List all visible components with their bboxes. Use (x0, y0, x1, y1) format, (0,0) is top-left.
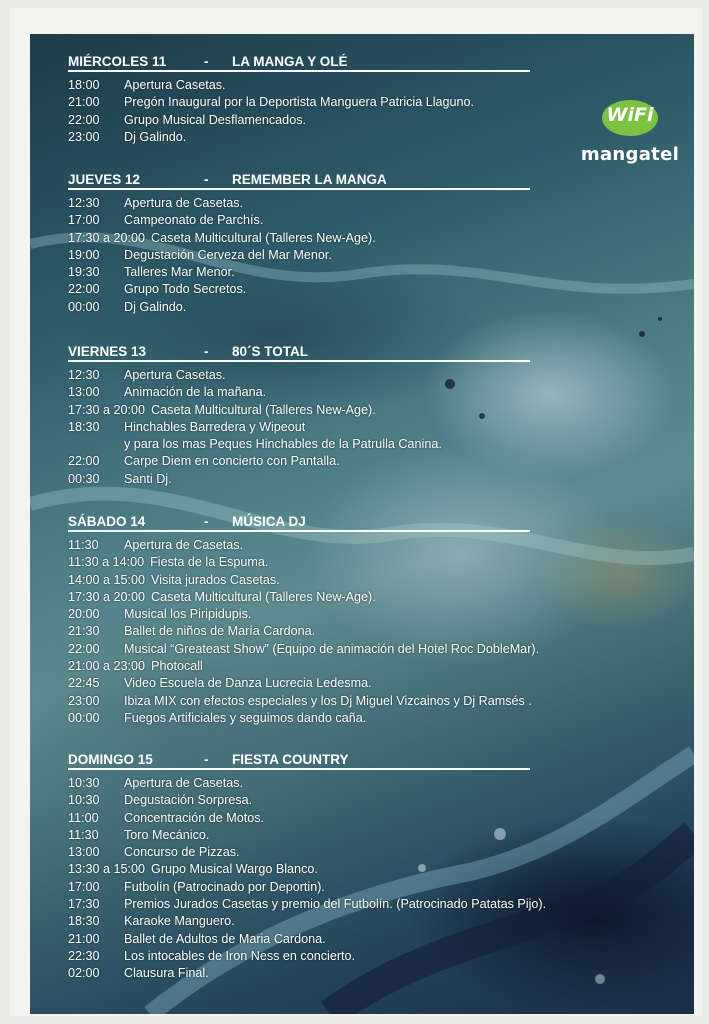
section-dash: - (204, 172, 209, 187)
mangatel-wifi-logo (562, 100, 692, 190)
event-row (68, 775, 546, 792)
event-time: 10:30 (68, 776, 100, 790)
event-time: 21:30 (68, 624, 100, 639)
section-heading (68, 54, 530, 72)
event-time: 10:30 (68, 793, 100, 808)
event-row (68, 129, 530, 146)
brand-name: mangatel (580, 144, 680, 165)
event-text: Hinchables Barredera y Wipeout (124, 419, 306, 434)
section-dash: - (204, 344, 209, 359)
event-time: 17:30 (68, 897, 100, 912)
event-row (68, 281, 530, 298)
section-day: DOMINGO 15 (68, 752, 153, 767)
event-text: Caseta Multicultural (Talleres New-Age). (151, 402, 376, 417)
event-text: Toro Mecánico. (124, 827, 210, 842)
event-text: Photocall (151, 659, 203, 674)
section-heading (68, 172, 530, 190)
section-domingo (68, 752, 546, 983)
event-time: 22:45 (68, 676, 100, 691)
event-time: 18:30 (68, 419, 100, 434)
event-time: 22:00 (68, 112, 100, 127)
event-text: Caseta Multicultural (Talleres New-Age). (151, 589, 376, 604)
event-row (68, 436, 530, 453)
event-text: Fuegos Artificiales y seguimos dando caña. (124, 710, 367, 725)
event-row (68, 675, 539, 692)
section-theme: LA MANGA Y OLÉ (232, 54, 348, 69)
event-row (68, 931, 546, 948)
event-row (68, 965, 546, 982)
event-row (68, 710, 539, 727)
section-dash: - (204, 54, 209, 69)
event-time: 18:30 (68, 914, 100, 929)
event-text: Grupo Musical Wargo Blanco. (151, 862, 318, 877)
event-row (68, 77, 530, 94)
event-text: Ballet de Adultos de Maria Cardona. (124, 931, 326, 946)
event-text: Video Escuela de Danza Lucrecia Ledesma. (124, 676, 372, 691)
event-time: 12:30 (68, 196, 100, 210)
event-row (68, 264, 530, 281)
event-row (68, 402, 530, 419)
event-row (68, 844, 546, 861)
section-sabado (68, 514, 539, 727)
event-time: 02:00 (68, 966, 100, 981)
event-time: 22:00 (68, 282, 100, 297)
section-theme: 80´S TOTAL (232, 344, 309, 359)
event-text: Apertura de Casetas. (124, 776, 244, 790)
event-text: Visita jurados Casetas. (151, 572, 280, 587)
event-text: Musical “Greateast Show” (Equipo de animación del Hotel Roc DobleMar). (124, 641, 540, 656)
section-day: SÁBADO 14 (68, 514, 146, 529)
section-miercoles (68, 54, 530, 146)
event-time: 17:30 a 20:00 (68, 589, 146, 604)
event-row (68, 471, 530, 488)
event-text: Pregón Inaugural por la Deportista Manguera Patricia Llaguno. (124, 95, 475, 110)
event-text: Concentración de Motos. (124, 810, 265, 825)
event-row (68, 693, 539, 710)
event-time: 13:30 a 15:00 (68, 862, 146, 877)
section-day: JUEVES 12 (68, 172, 141, 187)
section-jueves (68, 172, 530, 316)
event-time: 17:30 a 20:00 (68, 230, 146, 245)
event-time: 23:00 (68, 693, 100, 708)
event-row (68, 112, 530, 129)
event-time: 20:00 (68, 607, 100, 622)
section-theme: FIESTA COUNTRY (232, 752, 349, 767)
event-text: Caseta Multicultural (Talleres New-Age). (151, 230, 376, 245)
event-text: y para los mas Peques Hinchables de la Patrulla Canina. (124, 437, 442, 452)
event-time: 21:00 a 23:00 (68, 659, 146, 674)
section-viernes (68, 344, 530, 488)
event-time: 22:00 (68, 454, 100, 469)
event-text: Grupo Todo Secretos. (124, 282, 247, 297)
event-time: 00:30 (68, 471, 100, 486)
section-dash: - (204, 514, 209, 529)
event-row (68, 948, 546, 965)
event-time: 18:00 (68, 78, 100, 92)
event-text: Ballet de niños de María Cardona. (124, 624, 316, 639)
event-text: Talleres Mar Menor. (124, 265, 235, 280)
event-text: Grupo Musical Desflamencados. (124, 112, 306, 127)
event-time: 17:00 (68, 879, 100, 894)
event-time: 17:00 (68, 213, 100, 228)
event-text: Karaoke Manguero. (124, 914, 235, 929)
event-time: 11:30 (68, 538, 99, 552)
event-time: 21:00 (68, 95, 100, 110)
event-text: Ibiza MIX con efectos especiales y los Dj Miguel Vizcainos y Dj Ramsés . (124, 693, 532, 708)
event-row (68, 572, 539, 589)
event-row (68, 554, 539, 571)
event-row (68, 94, 530, 111)
event-text: Carpe Diem en concierto con Pantalla. (124, 454, 340, 469)
event-row (68, 606, 539, 623)
event-text: Apertura Casetas. (124, 368, 226, 382)
event-row (68, 537, 539, 554)
event-time: 14:00 a 15:00 (68, 572, 146, 587)
event-text: Apertura de Casetas. (124, 538, 244, 552)
event-text: Fiesta de la Espuma. (150, 555, 269, 570)
event-row (68, 230, 530, 247)
event-text: Clausura Final. (124, 966, 209, 981)
event-time: 00:00 (68, 710, 100, 725)
event-text: Animación de la mañana. (124, 385, 267, 400)
event-row (68, 212, 530, 229)
section-heading (68, 752, 530, 770)
event-text: Apertura de Casetas. (124, 196, 244, 210)
event-time: 23:00 (68, 129, 100, 144)
event-text: Los intocables de Iron Ness en concierto. (124, 948, 356, 963)
event-row (68, 589, 539, 606)
wifi-label: WiFi (606, 104, 654, 126)
event-row (68, 453, 530, 470)
event-row (68, 384, 530, 401)
event-time: 19:00 (68, 247, 100, 262)
section-theme: REMEMBER LA MANGA (232, 172, 387, 187)
event-text: Concurso de Pizzas. (124, 845, 240, 860)
event-time: 12:30 (68, 368, 100, 382)
paper-sheet (10, 8, 702, 1016)
event-time (68, 436, 124, 453)
event-row (68, 913, 546, 930)
section-dash: - (204, 752, 209, 767)
event-text: Musical los Piripidupis. (124, 607, 252, 622)
event-time: 17:30 a 20:00 (68, 402, 146, 417)
event-time: 13:00 (68, 385, 100, 400)
event-text: Degustación Cerveza del Mar Menor. (124, 247, 332, 262)
section-day: MIÉRCOLES 11 (68, 54, 167, 69)
event-text: Santi Dj. (124, 471, 172, 486)
event-row (68, 896, 546, 913)
event-row (68, 658, 539, 675)
event-row (68, 861, 546, 878)
section-theme: MÚSICA DJ (232, 514, 306, 529)
event-text: Futbolín (Patrocinado por Deportin). (124, 879, 325, 894)
section-day: VIERNES 13 (68, 344, 147, 359)
poster (30, 34, 694, 1014)
event-text: Apertura Casetas. (124, 78, 226, 92)
event-time: 21:00 (68, 931, 100, 946)
event-time: 22:30 (68, 948, 100, 963)
event-row (68, 247, 530, 264)
event-text: Degustación Sorpresa. (124, 793, 253, 808)
event-row (68, 299, 530, 316)
event-row (68, 367, 530, 384)
event-row (68, 879, 546, 896)
event-text: Dj Galindo. (124, 129, 187, 144)
event-row (68, 827, 546, 844)
event-time: 11:30 (68, 827, 99, 842)
section-heading (68, 344, 530, 362)
event-time: 11:00 (68, 810, 99, 825)
event-time: 13:00 (68, 845, 100, 860)
event-row (68, 623, 539, 640)
event-time: 19:30 (68, 265, 100, 280)
event-row (68, 195, 530, 212)
event-row (68, 810, 546, 827)
event-text: Campeonato de Parchís. (124, 213, 264, 228)
event-time: 00:00 (68, 299, 100, 314)
event-text: Dj Galindo. (124, 299, 187, 314)
event-text: Premios Jurados Casetas y premio del Futbolín. (Patrocinado Patatas Pijo). (124, 897, 547, 912)
event-row (68, 641, 539, 658)
section-heading (68, 514, 530, 532)
event-row (68, 419, 530, 436)
event-row (68, 792, 546, 809)
event-time: 11:30 a 14:00 (68, 555, 145, 570)
event-time: 22:00 (68, 641, 100, 656)
